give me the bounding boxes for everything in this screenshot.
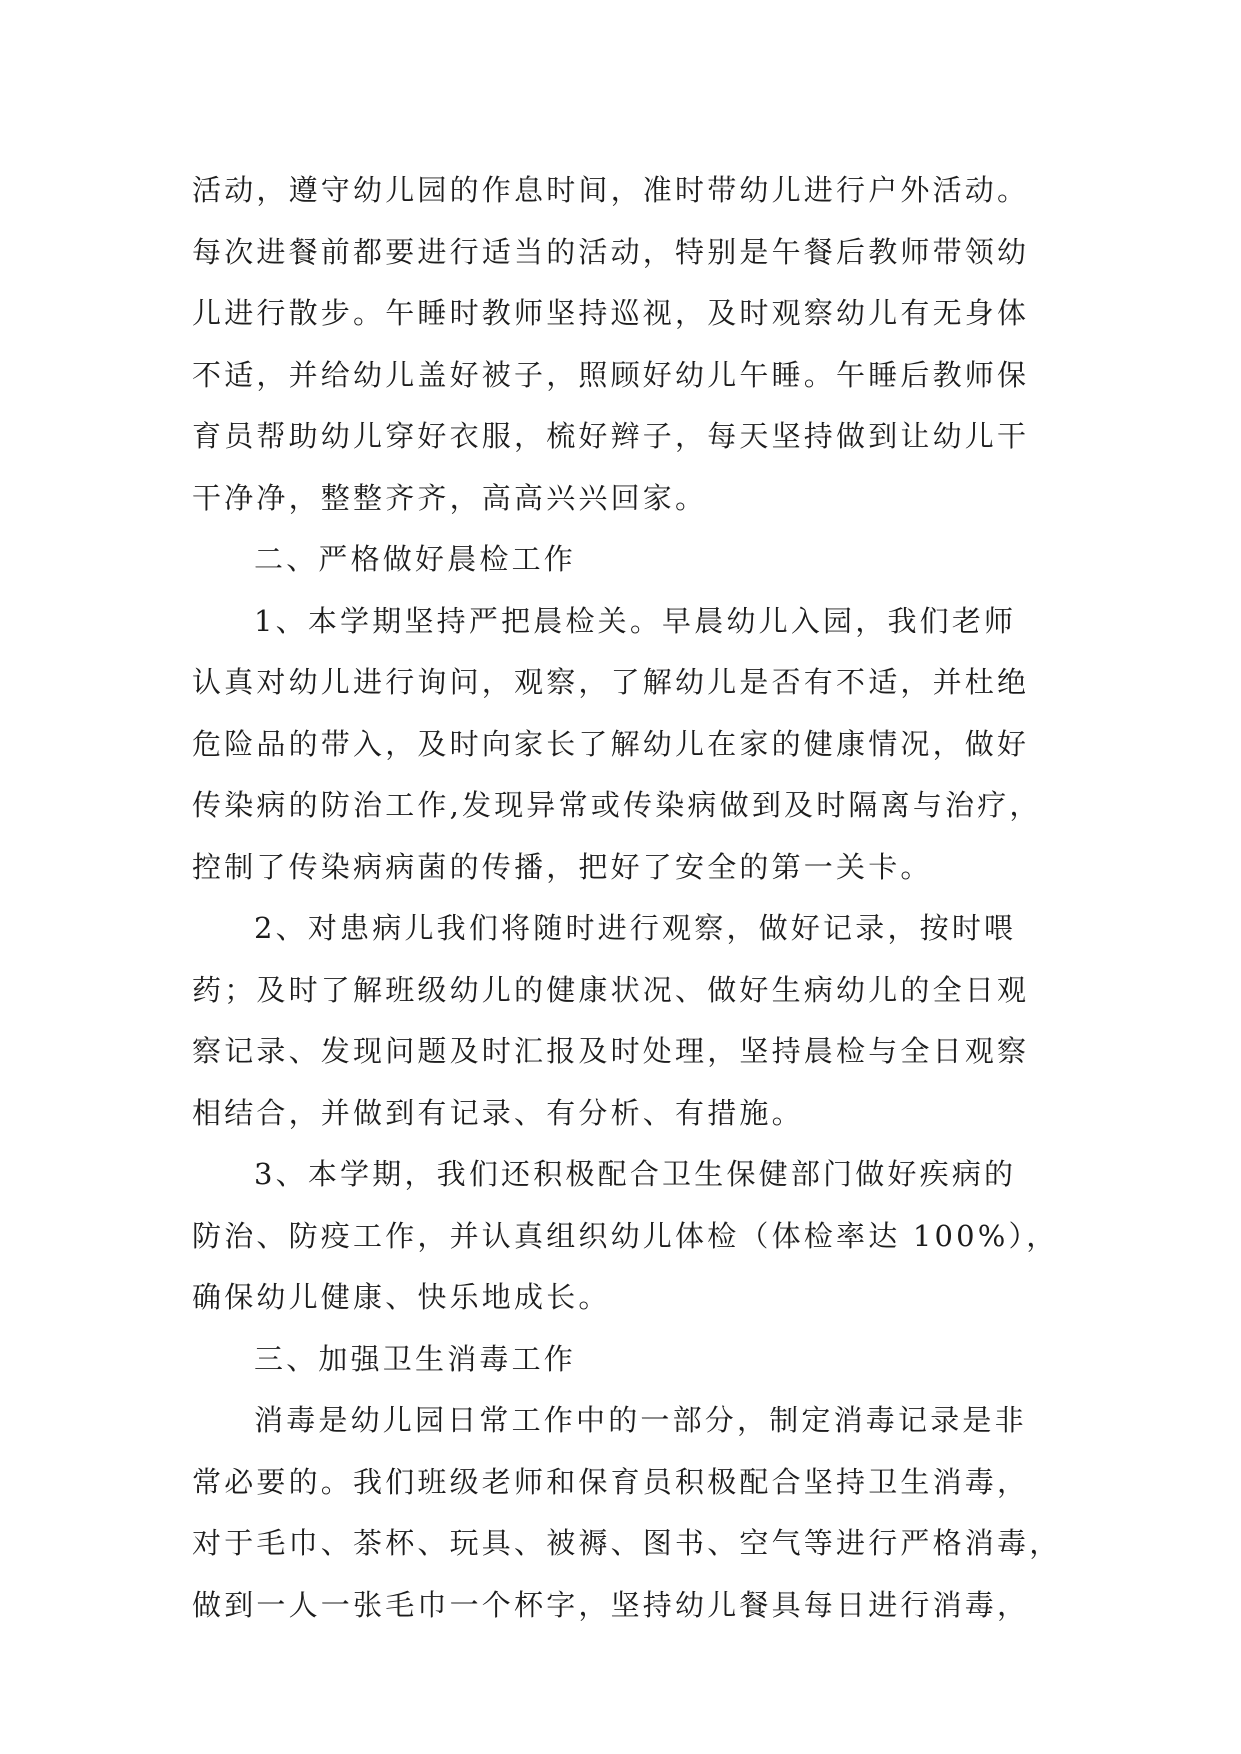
text-line: 1、本学期坚持严把晨检关。早晨幼儿入园，我们老师: [254, 603, 1017, 638]
text-line: 确保幼儿健康、快乐地成长。: [192, 1280, 611, 1314]
text-line: 传染病的防治工作,发现异常或传染病做到及时隔离与治疗，: [192, 788, 1042, 822]
text-line: 不适，并给幼儿盖好被子，照顾好幼儿午睡。午睡后教师保: [192, 357, 1030, 392]
text-line: 防治、防疫工作，并认真组织幼儿体检（体检率达 100%），: [192, 1218, 1059, 1253]
text-line: 察记录、发现问题及时汇报及时处理，坚持晨检与全日观察: [192, 1034, 1030, 1068]
text-line: 相结合，并做到有记录、有分析、有措施。: [192, 1095, 804, 1130]
text-line: 2、对患病儿我们将随时进行观察，做好记录，按时喂: [254, 911, 1017, 945]
text-line: 认真对幼儿进行询问，观察，了解幼儿是否有不适，并杜绝: [192, 665, 1030, 699]
text-line: 药；及时了解班级幼儿的健康状况、做好生病幼儿的全日观: [192, 972, 1030, 1007]
text-line: 活动，遵守幼儿园的作息时间，准时带幼儿进行户外活动。: [192, 173, 1030, 207]
text-line: 常必要的。我们班级老师和保育员积极配合坚持卫生消毒，: [192, 1464, 1030, 1499]
text-line: 干净净，整整齐齐，高高兴兴回家。: [192, 480, 708, 515]
text-line: 儿进行散步。午睡时教师坚持巡视，及时观察幼儿有无身体: [192, 296, 1030, 330]
text-line: 消毒是幼儿园日常工作中的一部分，制定消毒记录是非: [254, 1403, 1027, 1437]
section-heading: 三、加强卫生消毒工作: [254, 1341, 577, 1376]
text-line: 对于毛巾、茶杯、玩具、被褥、图书、空气等进行严格消毒，: [192, 1526, 1062, 1560]
document-body: [192, 160, 1072, 1636]
text-line: 每次进餐前都要进行适当的活动，特别是午餐后教师带领幼: [192, 234, 1030, 269]
text-line: 危险品的带入，及时向家长了解幼儿在家的健康情况，做好: [192, 726, 1030, 761]
text-line: 育员帮助幼儿穿好衣服，梳好辫子，每天坚持做到让幼儿干: [192, 419, 1030, 453]
text-line: 控制了传染病病菌的传播，把好了安全的第一关卡。: [192, 849, 933, 884]
section-heading: 二、严格做好晨检工作: [254, 542, 577, 576]
text-line: 做到一人一张毛巾一个杯字，坚持幼儿餐具每日进行消毒，: [192, 1587, 1030, 1622]
text-line: 3、本学期，我们还积极配合卫生保健部门做好疾病的: [254, 1157, 1017, 1191]
